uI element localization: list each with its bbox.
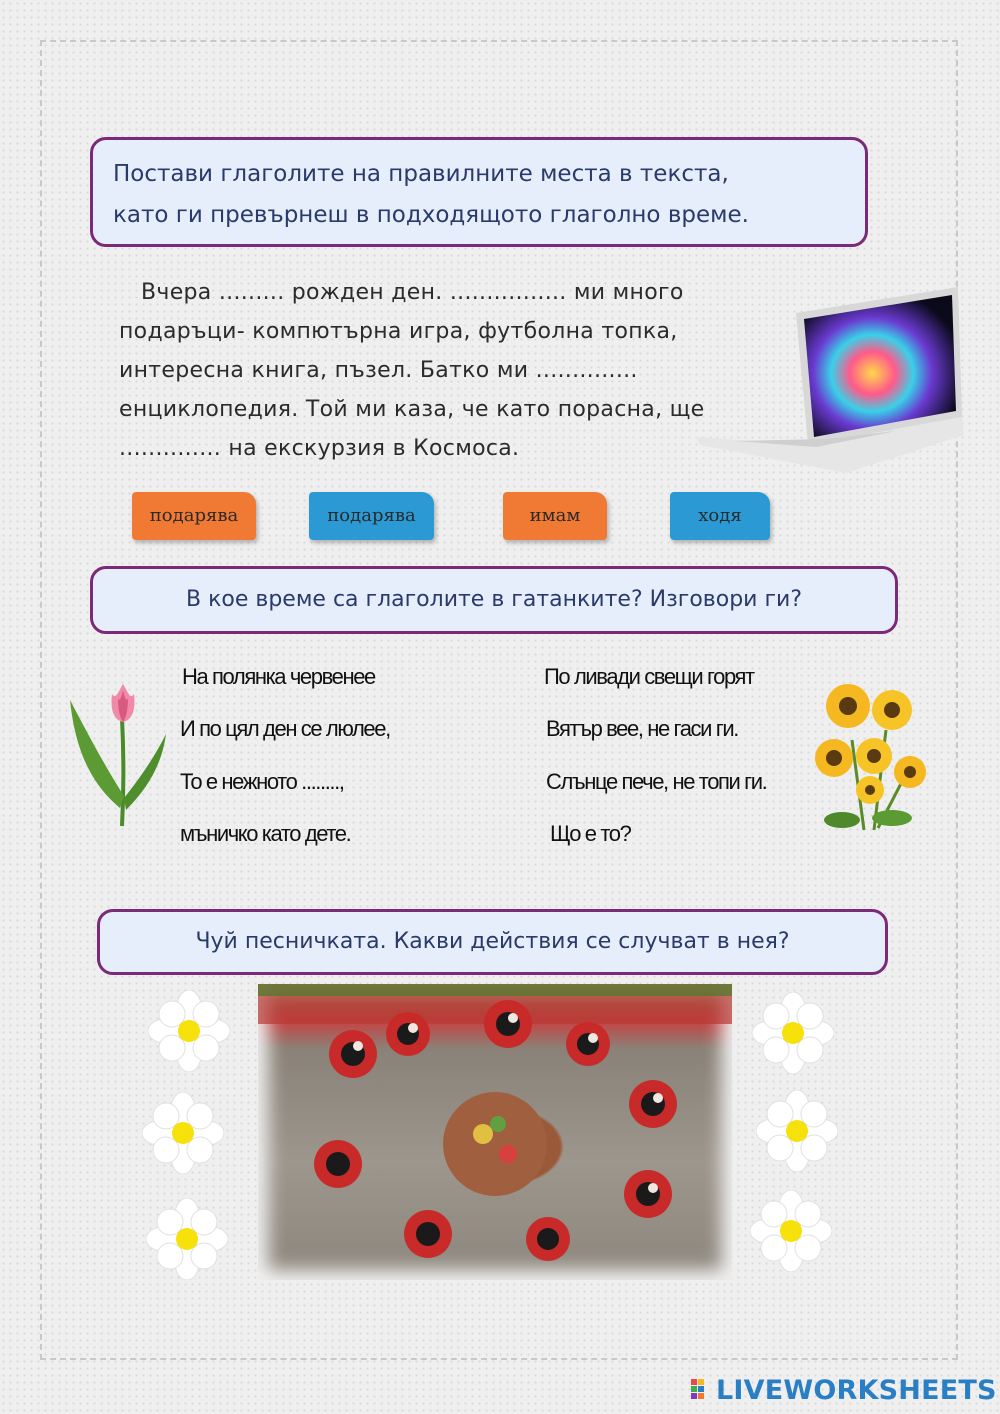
liveworksheets-logo [690,1372,997,1408]
riddle-right-line: По ливади свещи горят [544,664,754,689]
sunflower-icon [812,670,927,835]
instruction-heading-verbs [90,137,868,247]
daisy-icon [752,992,834,1074]
daisy-icon [148,990,230,1072]
story-line: интересна книга, пъзел. Батко ми .............. [119,358,638,383]
word-chip[interactable]: подарява [309,492,434,540]
riddle-right-line: Слънце пече, не топи ги. [546,769,767,794]
riddle-left-line: И по цял ден се люлее, [180,716,390,741]
word-chip[interactable]: подарява [132,492,256,540]
story-line: .............. на екскурзия в Космоса. [119,436,520,461]
brand-name: LIVEWORKSHEETS [716,1374,997,1406]
riddle-right-line: Вятър вее, не гаси ги. [546,716,738,741]
laptop-icon [696,285,966,475]
daisy-icon [756,1090,838,1172]
instruction-heading-song: Чуй песничката. Какви действия се случват в нея? [97,909,888,975]
riddle-left-line: То е нежното ........, [180,769,344,794]
riddle-left-line: На полянка червенее [182,664,375,689]
daisy-icon [142,1092,224,1174]
liveworksheets-icon [690,1377,712,1403]
riddle-left-line: мъничко като дете. [180,821,351,846]
word-chip[interactable]: ходя [670,492,770,540]
daisy-icon [750,1190,832,1272]
story-line: енциклопедия. Той ми каза, че като порасна, ще [119,397,705,422]
tulip-icon [66,678,170,828]
word-chip[interactable]: имам [503,492,607,540]
children-dance-photo [258,984,732,1280]
instruction-heading-riddles: В кое време са глаголите в гатанките? Изговори ги? [90,566,898,634]
instruction-line-2: като ги превърнеш в подходящото глаголно време. [113,202,749,228]
story-line: Вчера ......... рожден ден. ................ ми много [141,280,684,305]
story-line: подаръци- компютърна игра, футболна топка, [119,319,678,344]
instruction-line-1: Постави глаголите на правилните места в текста, [113,161,729,187]
riddle-right-line: Що е то? [550,821,631,846]
daisy-icon [146,1198,228,1280]
